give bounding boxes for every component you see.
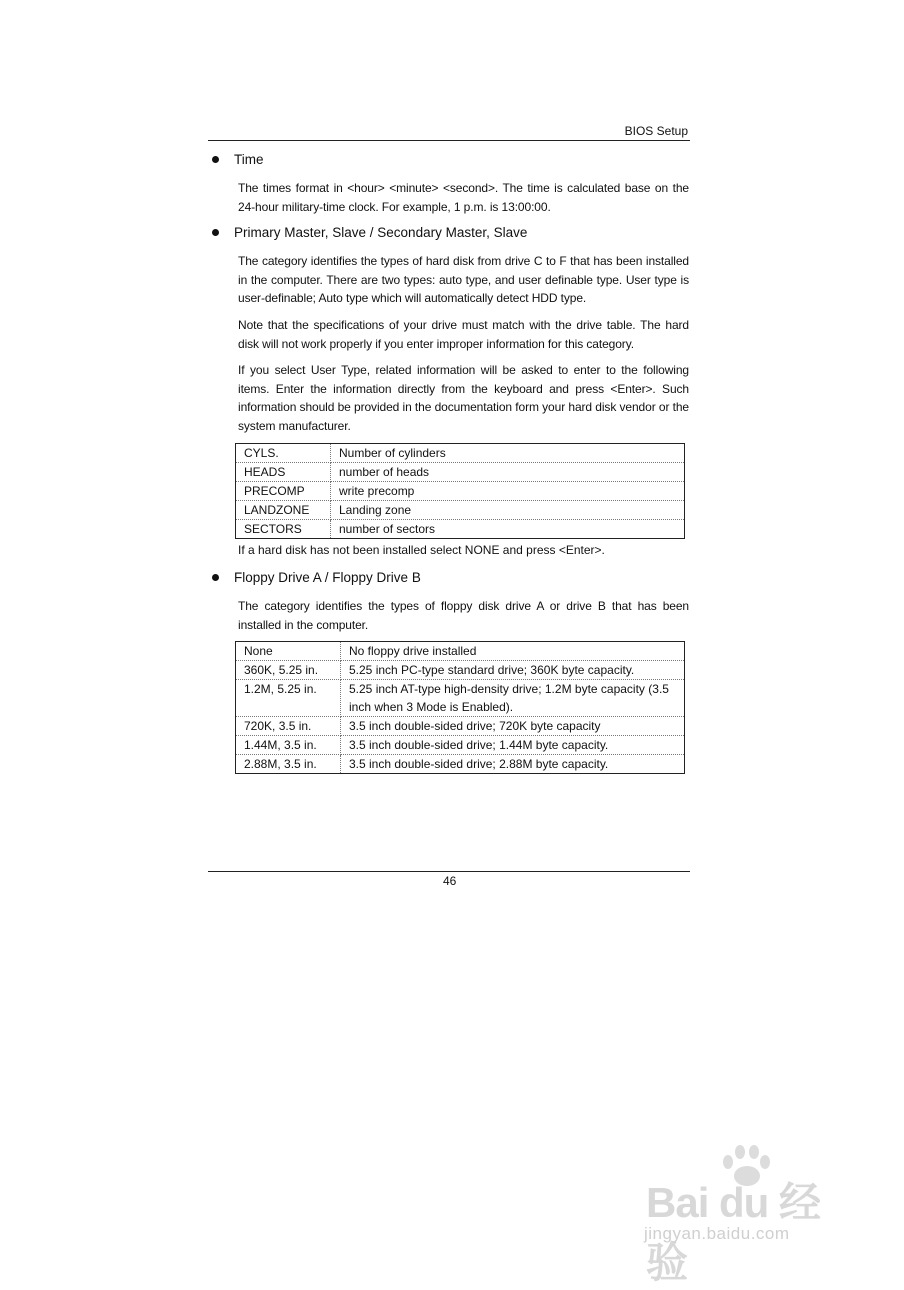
section-time-heading-row: [212, 152, 264, 167]
section-drives-heading: Primary Master, Slave / Secondary Master, Slave: [234, 225, 528, 240]
table-cell-key: HEADS: [236, 463, 331, 482]
table-row: [236, 661, 685, 680]
table-cell-key: SECTORS: [236, 520, 331, 539]
table-row: [236, 444, 685, 463]
section-floppy-heading: Floppy Drive A / Floppy Drive B: [234, 570, 421, 585]
section-drives-paragraph-1: The category identifies the types of hard disk from drive C to F that has been installed in the computer. There are two types: auto type, and user definable type. User type is user-definable; Auto type which will automatically detect HDD type.: [238, 254, 689, 305]
table-cell-key: None: [236, 642, 341, 661]
table-cell-value: Number of cylinders: [331, 444, 685, 463]
table-cell-value: 3.5 inch double-sided drive; 2.88M byte capacity.: [349, 757, 609, 771]
table-cell-value: 3.5 inch double-sided drive; 720K byte capacity: [341, 717, 685, 736]
table-cell-key: 360K, 5.25 in.: [236, 661, 341, 680]
page-number: 46: [443, 874, 457, 888]
section-drives-paragraph-2: Note that the specifications of your drive must match with the drive table. The hard disk will not work properly if you enter improper information for this category.: [238, 318, 689, 351]
section-time-heading: Time: [234, 152, 264, 167]
table-row: [236, 755, 685, 774]
floppy-type-table: [235, 641, 685, 774]
table-cell-value: number of sectors: [339, 522, 436, 536]
table-cell-value: Landing zone: [331, 501, 685, 520]
table-cell-value: number of heads: [331, 463, 685, 482]
table-cell-key: LANDZONE: [236, 501, 331, 520]
table-cell-value: 5.25 inch AT-type high-density drive; 1.2M byte capacity (3.5 inch when 3 Mode is Enabled).: [341, 680, 685, 717]
watermark-url: jingyan.baidu.com: [644, 1224, 790, 1243]
section-floppy-heading-row: [212, 570, 421, 585]
page-header: [208, 124, 690, 141]
bullet-icon: [212, 156, 219, 163]
hard-disk-note: If a hard disk has not been installed select NONE and press <Enter>.: [238, 543, 605, 557]
table-cell-key: 1.2M, 5.25 in.: [236, 680, 341, 717]
table-row: [236, 736, 685, 755]
section-floppy-paragraph: The category identifies the types of floppy disk drive A or drive B that has been installed in the computer.: [238, 599, 689, 632]
table-row: [236, 501, 685, 520]
footer-rule: [208, 871, 690, 872]
table-row: [236, 482, 685, 501]
baidu-jingyan-watermark: [640, 1140, 860, 1286]
table-cell-key: 2.88M, 3.5 in.: [236, 755, 341, 774]
table-cell-value: 5.25 inch PC-type standard drive; 360K byte capacity.: [341, 661, 685, 680]
header-title: BIOS Setup: [624, 124, 688, 138]
section-time-paragraph: The times format in <hour> <minute> <second>. The time is calculated base on the 24-hour military-time clock. For example, 1 p.m. is 13:00:00.: [238, 181, 689, 214]
table-row: [236, 520, 685, 539]
table-row: [236, 717, 685, 736]
table-cell-value: write precomp: [331, 482, 685, 501]
table-cell-value: 3.5 inch double-sided drive; 1.44M byte capacity.: [341, 736, 685, 755]
table-cell-value: No floppy drive installed: [341, 642, 685, 661]
table-cell-key: 720K, 3.5 in.: [236, 717, 341, 736]
table-row: [236, 680, 685, 717]
table-cell-key: PRECOMP: [236, 482, 331, 501]
bullet-icon: [212, 229, 219, 236]
hard-disk-parameter-table: [235, 443, 685, 539]
watermark-logo: Bai du 经验: [646, 1179, 821, 1286]
bullet-icon: [212, 574, 219, 581]
section-drives-paragraph-3: If you select User Type, related information will be asked to enter to the following items. Enter the information directly from the keyboard and press <Enter>. Such information should be provided in the documentation form your hard disk vendor or the system manufacturer.: [238, 363, 689, 433]
table-row: [236, 463, 685, 482]
table-row: [236, 642, 685, 661]
section-drives-heading-row: [212, 225, 527, 240]
table-cell-key: 1.44M, 3.5 in.: [236, 736, 341, 755]
table-cell-key: CYLS.: [236, 444, 331, 463]
